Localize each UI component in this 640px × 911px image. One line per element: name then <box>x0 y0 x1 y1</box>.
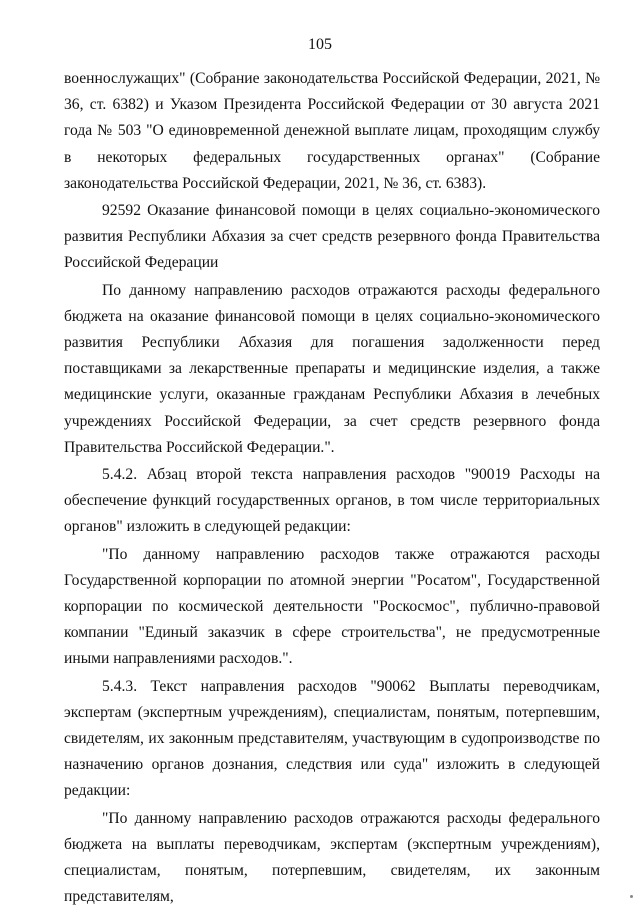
paragraph-5-4-2: 5.4.2. Абзац второй текста направления расходов "90019 Расходы на обеспечение функций государственных органов, в том числе территориальных органов" изложить в следующей редакции: <box>64 466 600 536</box>
scan-speck <box>630 895 633 898</box>
page-number: 105 <box>308 36 332 53</box>
paragraph-92592-description: По данному направлению расходов отражаются расходы федерального бюджета на оказание финансовой помощи в целях социально-экономического развития Республики Абхазия для погашения задолженности перед поставщиками за лекарственные препараты и медицинские изделия, а также медицинские услуги, оказанные гражданам Республики Абхазия в лечебных учреждениях Российской Федерации, за счет средств резервного фонда Правительства Российской Федерации.". <box>64 281 600 456</box>
document-body <box>64 66 600 911</box>
paragraph-continuation: военнослужащих" (Собрание законодательства Российской Федерации, 2021, № 36, ст. 6382) и Указом Президента Российской Федерации от 30 августа 2021 года № 503 "О единовременной денежной выплате лицам, проходящим службу в некоторых федеральных государственных органах" (Собрание законодательства Российской Федерации, 2021, № 36, ст. 6383). <box>64 70 600 192</box>
paragraph-5-4-3-text: "По данному направлению расходов отражаются расходы федерального бюджета на выплаты переводчикам, экспертам (экспертным учреждениям), специалистам, понятым, потерпевшим, свидетелям, их законным представителям, <box>64 809 600 906</box>
paragraph-heading-92592: 92592 Оказание финансовой помощи в целях социально-экономического развития Республики Абхазия за счет средств резервного фонда Правительства Российской Федерации <box>64 202 600 272</box>
paragraph-5-4-2-text: "По данному направлению расходов также отражаются расходы Государственной корпорации по атомной энергии "Росатом", Государственной корпорации по космической деятельности "Роскосмос", публично-правовой компании "Единый заказчик в сфере строительства", не предусмотренные иными направлениями расходов.". <box>64 545 600 668</box>
paragraph-5-4-3: 5.4.3. Текст направления расходов "90062 Выплаты переводчикам, экспертам (экспертным учреждениям), специалистам, понятым, потерпевшим, свидетелям, их законным представителям, участвующим в судопроизводстве по назначению органов дознания, следствия или суда" изложить в следующей редакции: <box>64 677 600 800</box>
